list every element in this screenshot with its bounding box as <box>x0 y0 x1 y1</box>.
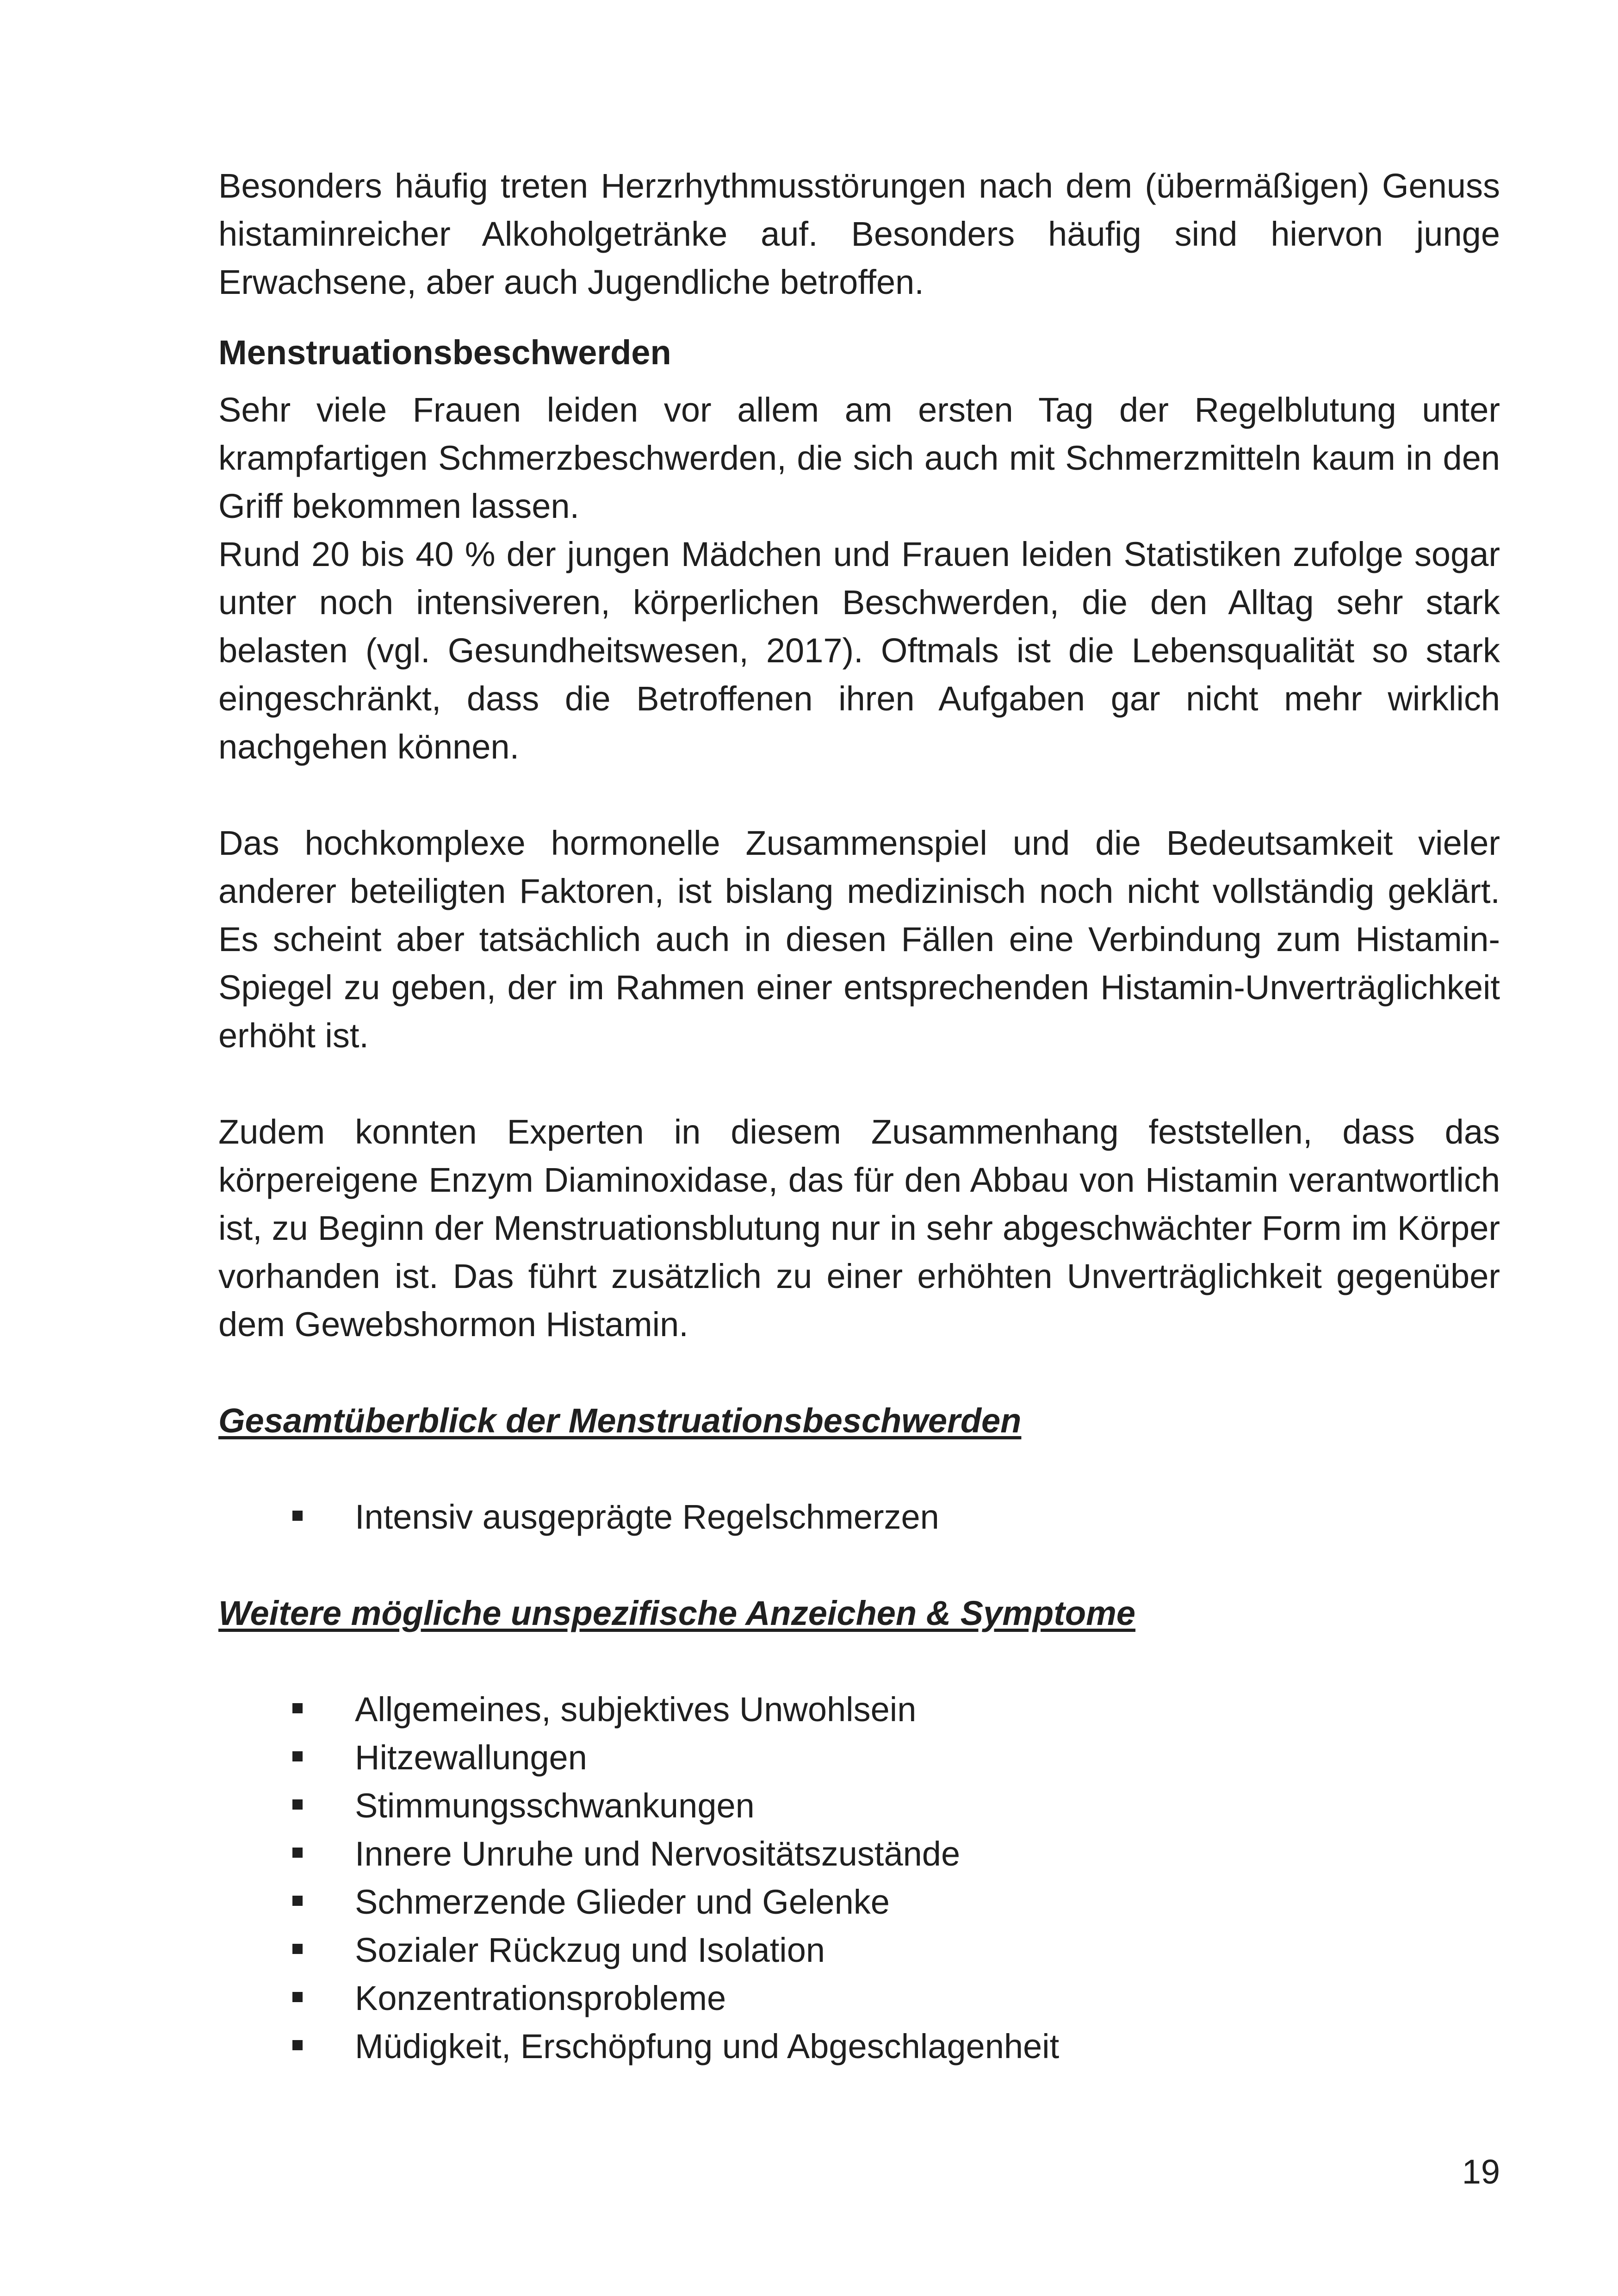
page-body <box>218 162 1500 2071</box>
list-item: Intensiv ausgeprägte Regelschmerzen <box>218 1493 1500 1541</box>
list-item: Hitzewallungen <box>218 1734 1500 1782</box>
paragraph-spacer <box>218 771 1500 819</box>
overview-list <box>218 1493 1500 1541</box>
further-symptoms-heading: Weitere mögliche unspezifische Anzeichen & Symptome <box>218 1594 1136 1632</box>
paragraph-3: Das hochkomplexe hormonelle Zusammenspiel und die Bedeutsamkeit vieler anderer beteiligten Faktoren, ist bislang medizinisch noch nicht vollständig geklärt. Es scheint aber tatsächlich auch in diesen Fällen eine Verbindung zum Histamin-Spiegel zu geben, der im Rahmen einer entsprechenden Histamin-Unverträglichkeit erhöht ist. <box>218 824 1500 1055</box>
paragraph-1: Sehr viele Frauen leiden vor allem am ersten Tag der Regelblutung unter krampfartigen Schmerzbeschwerden, die sich auch mit Schmerzmitteln kaum in den Griff bekommen lassen. <box>218 391 1500 525</box>
square-bullet-icon <box>292 1511 303 1521</box>
square-bullet-icon <box>292 1799 303 1810</box>
square-bullet-icon <box>292 2040 303 2050</box>
square-bullet-icon <box>292 1848 303 1858</box>
overview-heading: Gesamtüberblick der Menstruationsbeschwerden <box>218 1401 1022 1440</box>
square-bullet-icon <box>292 1703 303 1713</box>
list-item: Allgemeines, subjektives Unwohlsein <box>218 1686 1500 1734</box>
page-number: 19 <box>1462 2153 1500 2191</box>
square-bullet-icon <box>292 1896 303 1906</box>
intro-paragraph: Besonders häufig treten Herzrhythmusstörungen nach dem (übermäßigen) Genuss histaminreicher Alkoholgetränke auf. Besonders häufig sind hiervon junge Erwachsene, aber auch Jugendliche betroffen. <box>218 167 1500 301</box>
square-bullet-icon <box>292 1751 303 1761</box>
paragraph-2: Rund 20 bis 40 % der jungen Mädchen und Frauen leiden Statistiken zufolge sogar unter noch intensiveren, körperlichen Beschwerden, die den Alltag sehr stark belasten (vgl. Gesundheitswesen, 2017). Oftmals ist die Lebensqualität so stark eingeschränkt, dass die Betroffenen ihren Aufgaben gar nicht mehr wirklich nachgehen können. <box>218 535 1500 766</box>
list-item: Innere Unruhe und Nervositätszustände <box>218 1830 1500 1878</box>
paragraph-spacer <box>218 1060 1500 1108</box>
section-heading: Menstruationsbeschwerden <box>218 333 671 372</box>
square-bullet-icon <box>292 1944 303 1954</box>
list-item: Stimmungsschwankungen <box>218 1782 1500 1830</box>
list-item: Müdigkeit, Erschöpfung und Abgeschlagenheit <box>218 2022 1500 2071</box>
heading-spacer <box>218 1637 1500 1686</box>
list-item: Schmerzende Glieder und Gelenke <box>218 1878 1500 1926</box>
further-symptoms-list <box>218 1686 1500 2071</box>
list-item: Konzentrationsprobleme <box>218 1974 1500 2022</box>
paragraph-4: Zudem konnten Experten in diesem Zusammenhang feststellen, dass das körpereigene Enzym Diaminoxidase, das für den Abbau von Histamin verantwortlich ist, zu Beginn der Menstruationsblutung nur in sehr abgeschwächter Form im Körper vorhanden ist. Das führt zusätzlich zu einer erhöhten Unverträglichkeit gegenüber dem Gewebshormon Histamin. <box>218 1113 1500 1344</box>
heading-spacer <box>218 1445 1500 1493</box>
square-bullet-icon <box>292 1992 303 2002</box>
list-item: Sozialer Rückzug und Isolation <box>218 1926 1500 1974</box>
